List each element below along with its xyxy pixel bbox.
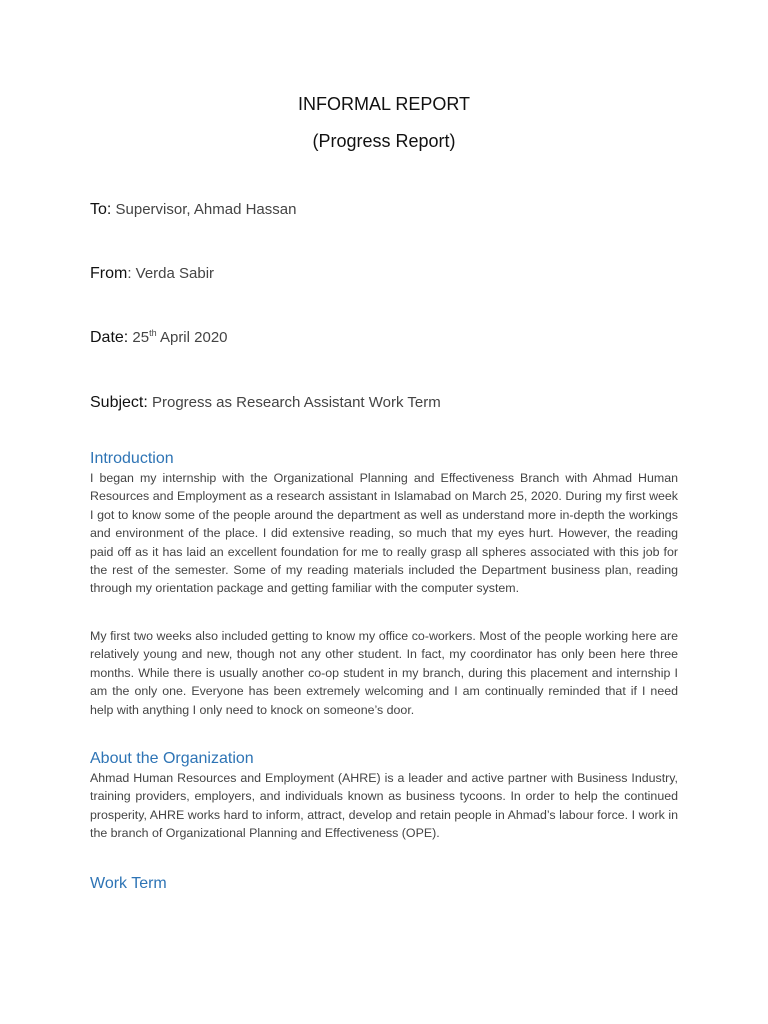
introduction-paragraph-2: My first two weeks also included getting to know my office co-workers. Most of the people working here are relatively young and new, though not any other student. In fact, my coordinator has only been here three months. While there is usually another co-op student in my branch, during this placement and internship I am the only one. Everyone has been extremely welcoming and I am continually reminded that if I need help with anything I only need to knock on someone’s door. [90,629,678,717]
introduction-heading: Introduction [90,450,174,467]
date-ordinal: th [149,328,157,338]
report-title: INFORMAL REPORT [297,94,471,114]
date-rest: April 2020 [159,329,228,346]
organization-paragraph: Ahmad Human Resources and Employment (AHRE) is a leader and active partner with Business Industry, training providers, employers, and individuals known as business tycoons. In order to help the continued prosperity, AHRE works hard to inform, attract, develop and retain people in Ahmad’s labour force. I work in the branch of Organizational Planning and Effectiveness (OPE). [90,771,678,841]
to-field [90,201,296,219]
to-value: Supervisor, Ahmad Hassan [115,201,297,218]
from-value: : Verda Sabir [127,265,215,282]
from-field [90,265,214,283]
report-subtitle: (Progress Report) [312,131,456,151]
date-field [90,329,228,347]
organization-heading: About the Organization [90,750,254,767]
work-term-heading: Work Term [90,875,167,892]
subject-field [90,394,441,412]
introduction-paragraph-1: I began my internship with the Organizational Planning and Effectiveness Branch with Ahmad Human Resources and Employment as a research assistant in Islamabad on March 25, 2020. During my first week I got to know some of the people around the department as well as understand more in-depth the workings and environment of the place. I did extensive reading, so much that my eyes hurt. However, the reading paid off as it has laid an excellent foundation for me to really grasp all spheres associated with this job for the rest of the semester. Some of my reading materials included the Department business plan, reading through my orientation package and getting familiar with the computer system. [90,471,678,596]
date-day: 25 [132,329,150,346]
subject-value: Progress as Research Assistant Work Term [151,394,441,411]
date-label: Date: [90,329,129,346]
from-label: From [90,265,128,282]
subject-label: Subject: [90,394,148,411]
to-label: To: [90,201,112,218]
